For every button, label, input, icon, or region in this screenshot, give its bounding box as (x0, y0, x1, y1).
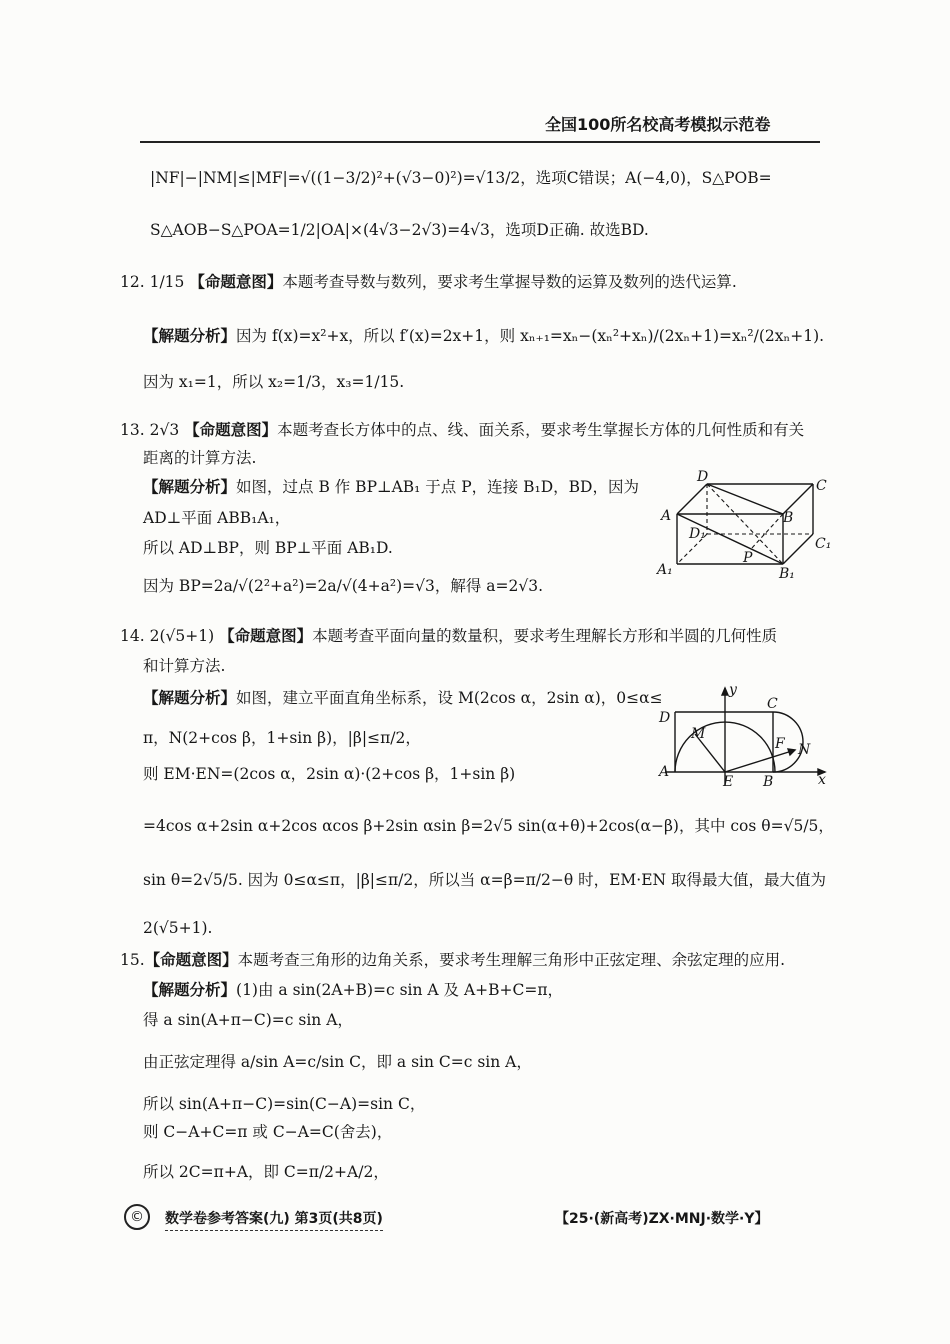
q12-heading (120, 272, 737, 292)
q14-analysis-line-1 (143, 688, 663, 708)
q14-fig-label-f: F (775, 736, 785, 752)
q13-fig-label-p: P (743, 550, 753, 566)
q15-line-6: 所以 2C=π+A，即 C=π/2+A/2， (143, 1163, 389, 1181)
q15-line-4: 所以 sin(A+π−C)=sin(C−A)=sin C， (143, 1095, 426, 1113)
q15-analysis-text: (1)由 a sin(2A+B)=c sin A 及 A+B+C=π， (236, 981, 564, 999)
q13-fig-label-d1: D₁ (689, 526, 706, 542)
q11-line-1: |NF|−|NM|≤|MF|=√((1−3/2)²+(√3−0)²)=√13/2，选项C错误；A(−4,0)，S△POB= (150, 169, 772, 187)
q12-analysis-tag: 【解题分析】 (143, 326, 237, 345)
q13-line-4: 因为 BP=2a/√(2²+a²)=2a/√(4+a²)=√3，解得 a=2√3. (143, 577, 544, 595)
footer-page-info: 数学卷参考答案(九) 第3页(共8页) (165, 1208, 383, 1231)
q11-line-2: S△AOB−S△POA=1/2|OA|×(4√3−2√3)=4√3，选项D正确. 故选BD. (150, 221, 649, 239)
q13-fig-label-b: B (783, 510, 794, 526)
q12-number: 12. (120, 273, 145, 291)
q15-intent: 本题考查三角形的边角关系，要求考生理解三角形中正弦定理、余弦定理的应用. (237, 951, 786, 969)
q13-fig-label-b1: B₁ (779, 566, 795, 580)
q14-analysis-text: 如图，建立平面直角坐标系，设 M(2cos α，2sin α)，0≤α≤ (236, 689, 663, 707)
q12-answer: 1/15 (149, 273, 185, 291)
q13-answer: 2√3 (149, 421, 180, 439)
q14-fig-label-e: E (723, 774, 734, 790)
header-rule (140, 141, 820, 143)
q13-intent: 本题考查长方体中的点、线、面关系，要求考生掌握长方体的几何性质和有关 (277, 421, 805, 439)
q13-fig-label-c: C (816, 478, 827, 494)
q13-number: 13. (120, 421, 145, 439)
q15-heading (120, 950, 785, 970)
q14-fig-label-x: x (818, 772, 826, 788)
q13-line-2: AD⊥平面 ABB₁A₁， (143, 509, 291, 527)
q13-fig-label-c1: C₁ (815, 536, 832, 552)
q15-line-5: 则 C−A+C=π 或 C−A=C(舍去)， (143, 1123, 393, 1141)
q14-fig-label-c: C (767, 696, 778, 712)
copyright-icon: © (124, 1204, 150, 1230)
q13-analysis-tag: 【解题分析】 (143, 477, 237, 496)
q14-line-3: 则 EM·EN=(2cos α，2sin α)·(2+cos β，1+sin β) (143, 765, 516, 783)
q14-number: 14. (120, 627, 145, 645)
q13-intent-2: 距离的计算方法. (143, 449, 257, 467)
q15-line-2: 得 a sin(A+π−C)=c sin A， (143, 1011, 353, 1029)
q14-fig-label-d: D (659, 710, 671, 726)
q14-intent: 本题考查平面向量的数量积，要求考生理解长方形和半圆的几何性质 (312, 627, 778, 645)
q14-line-6: 2(√5+1). (143, 919, 213, 937)
q13-fig-label-a: A (661, 508, 672, 524)
q15-analysis-line-1 (143, 980, 563, 1000)
page-header-title: 全国100所名校高考模拟示范卷 (545, 115, 771, 134)
q14-fig-label-y: y (729, 682, 737, 698)
q13-intent-tag: 【命题意图】 (184, 420, 278, 439)
q14-fig-label-n: N (798, 742, 811, 758)
q15-intent-tag: 【命题意图】 (144, 950, 238, 969)
q14-fig-label-b: B (763, 774, 774, 790)
q12-intent: 本题考查导数与数列，要求考生掌握导数的运算及数列的迭代运算. (282, 273, 737, 291)
q14-coordinate-figure (655, 680, 835, 790)
q13-fig-label-d: D (697, 470, 709, 485)
q13-heading (120, 420, 804, 440)
q14-intent-tag: 【命题意图】 (219, 626, 313, 645)
q13-cuboid-figure (655, 470, 835, 580)
q13-analysis-text: 如图，过点 B 作 BP⊥AB₁ 于点 P，连接 B₁D，BD，因为 (236, 478, 639, 496)
q15-analysis-tag: 【解题分析】 (143, 980, 237, 999)
q15-number: 15. (120, 951, 145, 969)
q14-line-4: =4cos α+2sin α+2cos αcos β+2sin αsin β=2√5 sin(α+θ)+2cos(α−β)，其中 cos θ=√5/5， (143, 817, 834, 835)
q14-analysis-tag: 【解题分析】 (143, 688, 237, 707)
q14-heading (120, 626, 777, 646)
q14-fig-label-m: M (691, 726, 706, 742)
q15-line-3: 由正弦定理得 a/sin A=c/sin C，即 a sin C=c sin A， (143, 1053, 532, 1071)
q12-line-3: 因为 x₁=1，所以 x₂=1/3，x₃=1/15. (143, 373, 405, 391)
q13-fig-label-a1: A₁ (657, 562, 673, 578)
q12-analysis (143, 326, 824, 346)
footer-exam-code: 【25·(新高考)ZX·MNJ·数学·Y】 (555, 1211, 769, 1227)
q14-intent-2: 和计算方法. (143, 657, 226, 675)
q13-analysis-line-1 (143, 477, 639, 497)
q14-line-2: π，N(2+cos β，1+sin β)，|β|≤π/2， (143, 729, 421, 747)
q14-line-5: sin θ=2√5/5. 因为 0≤α≤π，|β|≤π/2，所以当 α=β=π/2−θ 时，EM·EN 取得最大值，最大值为 (143, 871, 827, 889)
q14-fig-label-a: A (659, 764, 670, 780)
q13-line-3: 所以 AD⊥BP，则 BP⊥平面 AB₁D. (143, 539, 393, 557)
q12-intent-tag: 【命题意图】 (189, 272, 283, 291)
q14-answer: 2(√5+1) (149, 627, 215, 645)
q12-analysis-text: 因为 f(x)=x²+x，所以 f′(x)=2x+1，则 xₙ₊₁=xₙ−(xₙ²+xₙ)/(2xₙ+1)=xₙ²/(2xₙ+1). (236, 327, 825, 345)
